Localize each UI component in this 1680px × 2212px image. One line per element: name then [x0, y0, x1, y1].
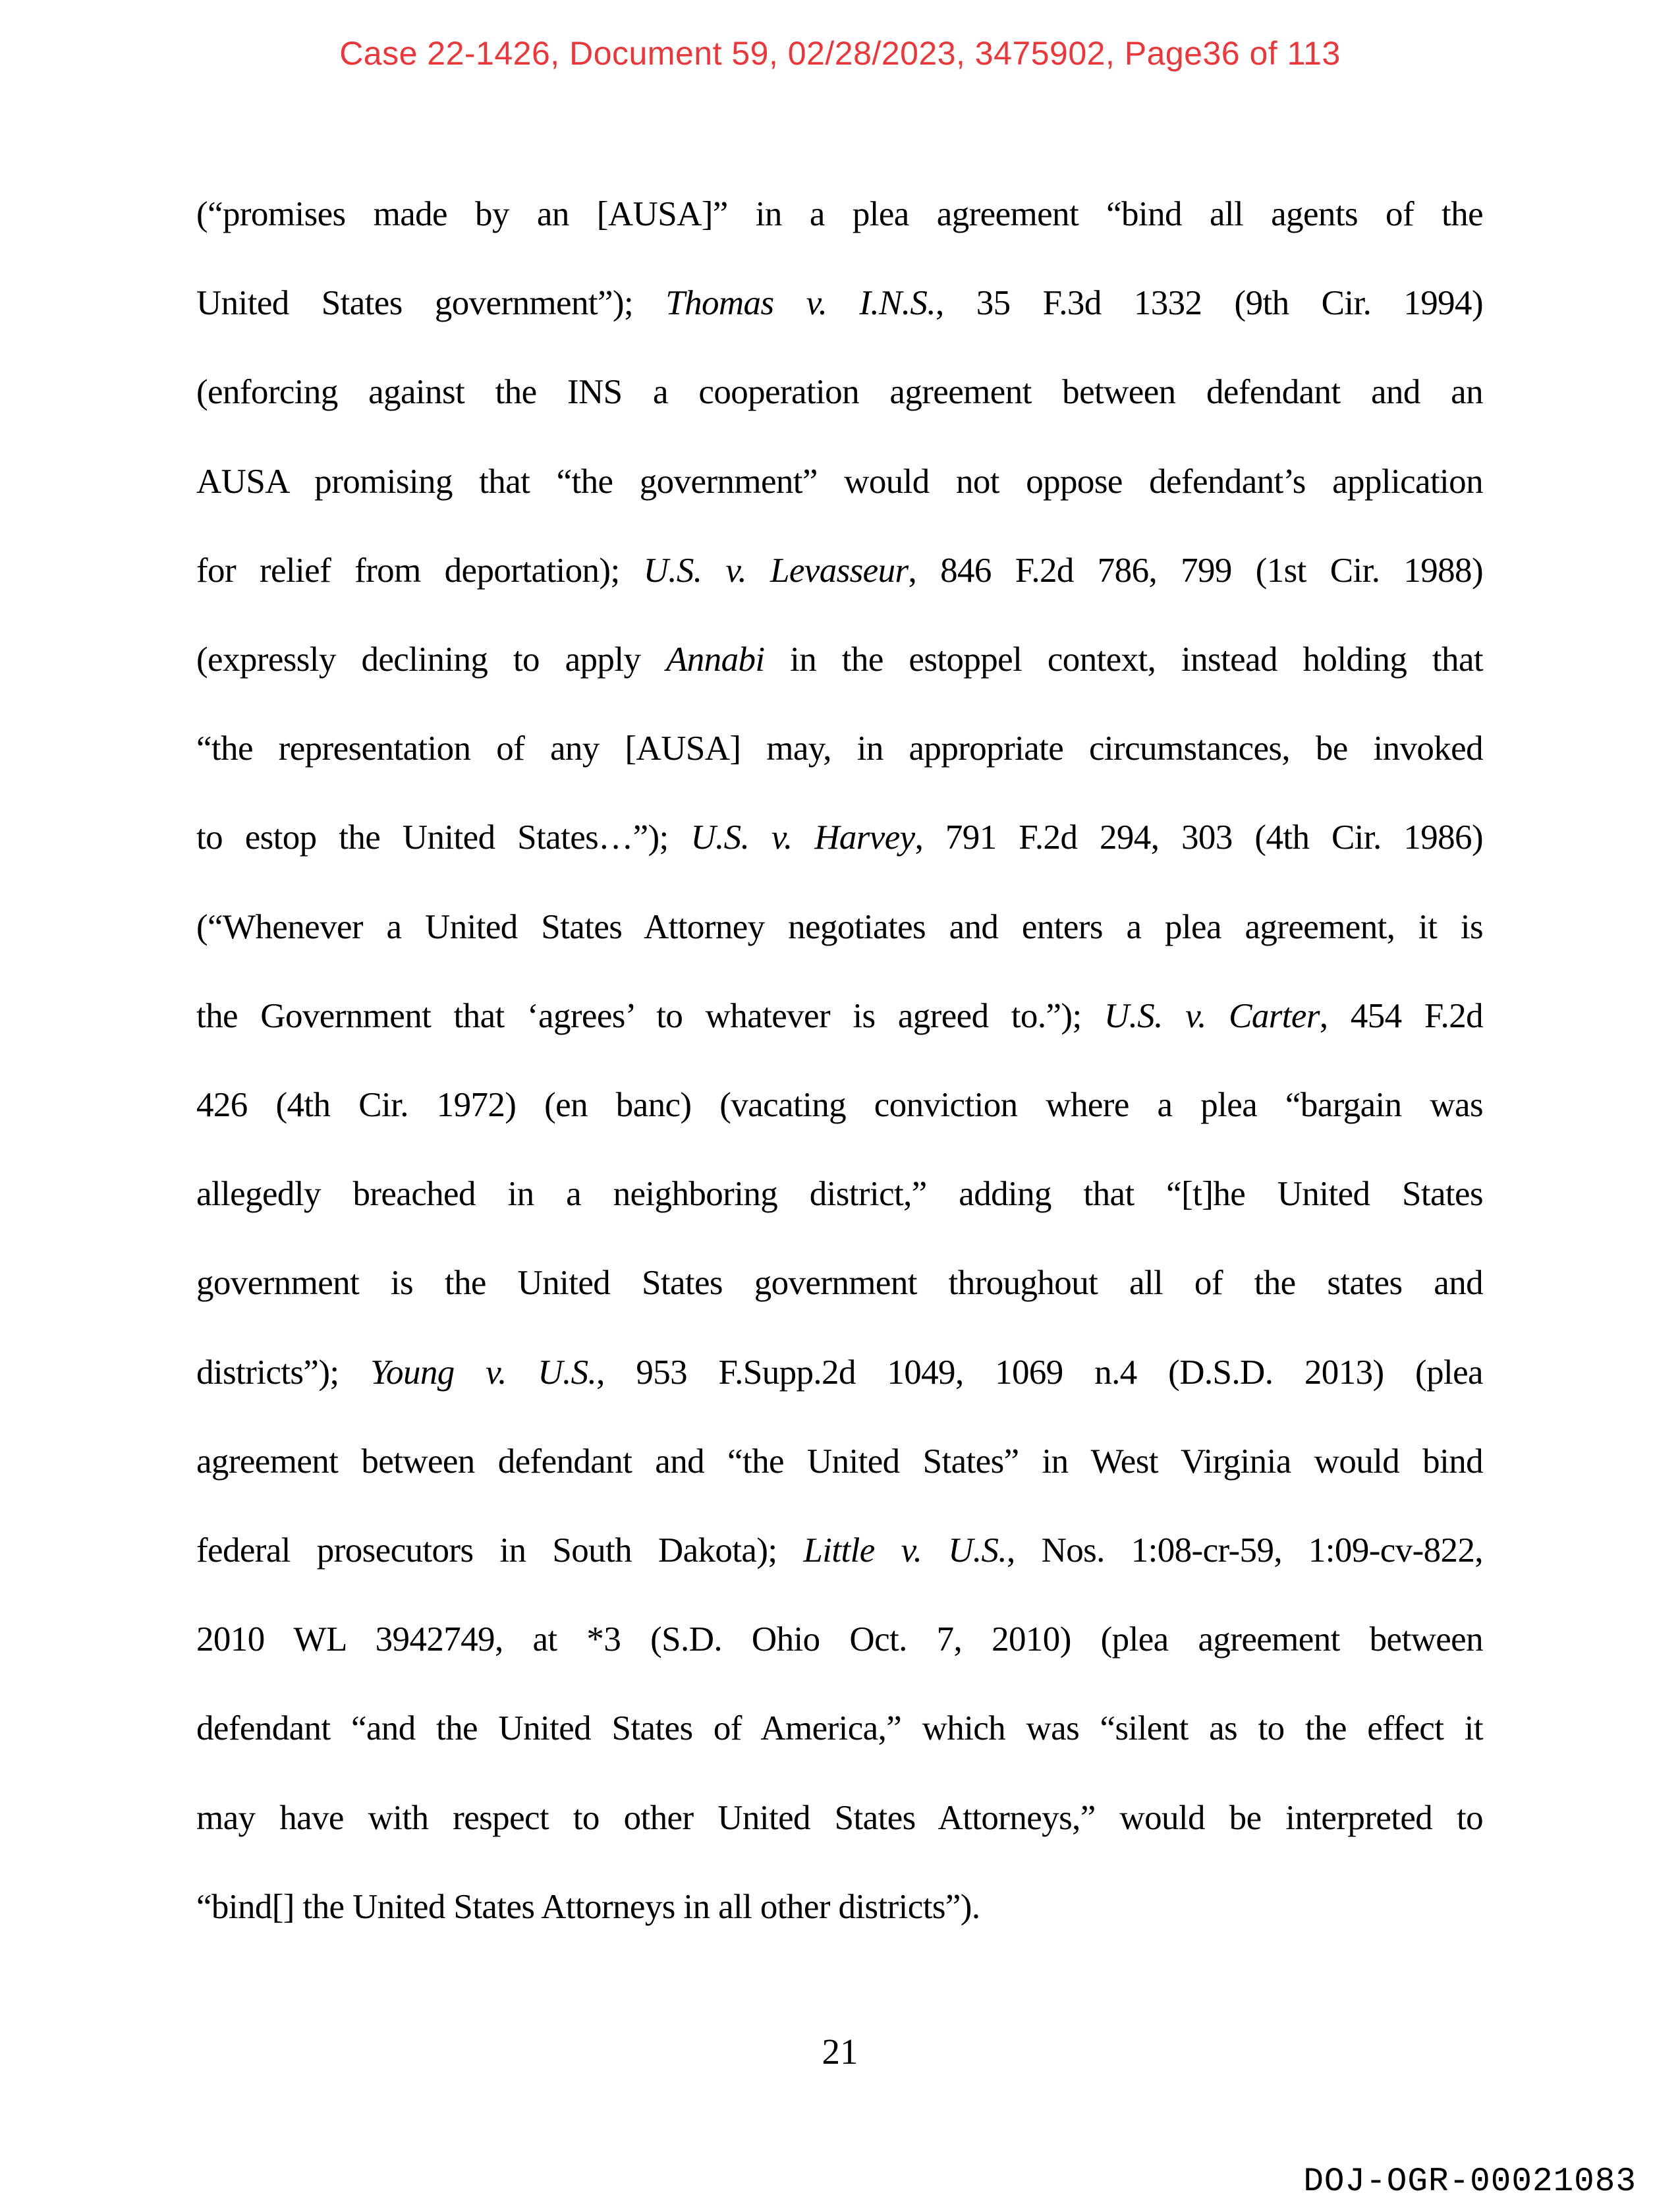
case-citation-italic: U.S. v. Levasseur — [643, 551, 909, 590]
text-segment: to estop the United States…”); — [196, 818, 691, 857]
text-segment: AUSA promising that “the government” would not oppose defendant’s application — [196, 462, 1483, 501]
text-segment: (“promises made by an [AUSA]” in a plea agreement “bind all agents of the — [196, 195, 1483, 233]
body-line — [196, 1684, 1483, 1773]
case-citation-italic: U.S. v. Carter — [1104, 996, 1320, 1035]
body-line — [196, 1417, 1483, 1506]
text-segment: , 953 F.Supp.2d 1049, 1069 n.4 (D.S.D. 2013) (plea — [596, 1353, 1483, 1392]
body-line — [196, 1595, 1483, 1684]
text-segment: , Nos. 1:08-cr-59, 1:09-cv-822, — [1007, 1531, 1483, 1570]
body-line — [196, 1506, 1483, 1595]
body-line — [196, 170, 1483, 259]
body-line — [196, 259, 1483, 348]
text-segment: , 846 F.2d 786, 799 (1st Cir. 1988) — [908, 551, 1484, 590]
page-number: 21 — [822, 2031, 858, 2072]
text-segment: 2010 WL 3942749, at *3 (S.D. Ohio Oct. 7, 2010) (plea agreement between — [196, 1620, 1483, 1659]
case-citation-italic: Thomas v. I.N.S. — [665, 284, 936, 323]
text-segment: federal prosecutors in South Dakota); — [196, 1531, 804, 1570]
case-citation-italic: Annabi — [666, 640, 765, 679]
body-line — [196, 704, 1483, 793]
body-line — [196, 1150, 1483, 1239]
body-line — [196, 972, 1483, 1061]
text-segment: (“Whenever a United States Attorney negotiates and enters a plea agreement, it is — [196, 907, 1483, 946]
body-line — [196, 1239, 1483, 1328]
text-segment: allegedly breached in a neighboring district,” adding that “[t]he United States — [196, 1175, 1483, 1214]
text-segment: agreement between defendant and “the United States” in West Virginia would bind — [196, 1442, 1483, 1481]
text-segment: the Government that ‘agrees’ to whatever is agreed to.”); — [196, 996, 1104, 1035]
bates-number: DOJ-OGR-00021083 — [1303, 2163, 1637, 2201]
text-segment: , 35 F.3d 1332 (9th Cir. 1994) — [935, 284, 1483, 323]
body-line — [196, 526, 1483, 615]
case-citation-italic: Little v. U.S. — [803, 1531, 1007, 1570]
text-segment: (expressly declining to apply — [196, 640, 666, 679]
case-header-stamp: Case 22-1426, Document 59, 02/28/2023, 3475902, Page36 of 113 — [339, 35, 1341, 72]
text-segment: in the estoppel context, instead holding that — [764, 640, 1483, 679]
text-segment: United States government”); — [196, 284, 666, 323]
text-segment: , 791 F.2d 294, 303 (4th Cir. 1986) — [914, 818, 1484, 857]
text-segment: for relief from deportation); — [196, 551, 644, 590]
body-line — [196, 1328, 1483, 1417]
text-segment: defendant “and the United States of America,” which was “silent as to the effect it — [196, 1709, 1483, 1748]
text-segment: “the representation of any [AUSA] may, in appropriate circumstances, be invoked — [196, 729, 1483, 768]
body-line — [196, 793, 1483, 882]
body-line — [196, 1863, 1483, 1952]
body-line — [196, 883, 1483, 972]
text-segment: , 454 F.2d — [1319, 996, 1483, 1035]
text-segment: government is the United States government throughout all of the states and — [196, 1264, 1483, 1303]
body-line — [196, 1774, 1483, 1863]
text-segment: districts”); — [196, 1353, 371, 1392]
case-citation-italic: U.S. v. Harvey — [690, 818, 915, 857]
case-citation-italic: Young v. U.S. — [370, 1353, 597, 1392]
body-line — [196, 348, 1483, 437]
body-line — [196, 438, 1483, 526]
text-segment: may have with respect to other United States Attorneys,” would be interpreted to — [196, 1798, 1483, 1837]
body-line — [196, 615, 1483, 704]
text-segment: “bind[] the United States Attorneys in all other districts”). — [196, 1887, 980, 1926]
body-line — [196, 1061, 1483, 1150]
text-segment: (enforcing against the INS a cooperation agreement between defendant and an — [196, 373, 1483, 412]
body-text — [196, 170, 1483, 1952]
text-segment: 426 (4th Cir. 1972) (en banc) (vacating conviction where a plea “bargain was — [196, 1086, 1483, 1125]
